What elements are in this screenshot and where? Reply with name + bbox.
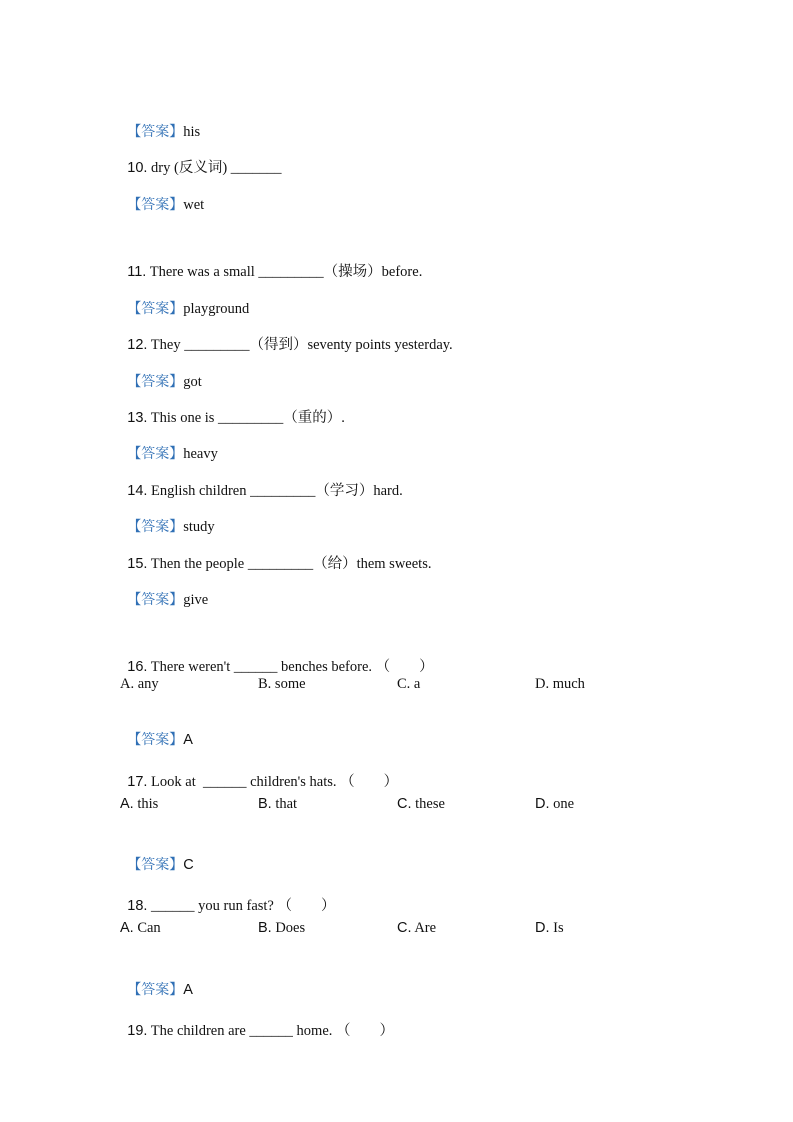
option-a [120,794,158,814]
option-letter: D. [535,920,550,936]
question-number: 11. [127,264,147,280]
option-d: D. much [535,676,585,692]
question-number: 17. [127,774,148,790]
answer-text: give [183,592,209,608]
question-line [120,461,403,501]
option-d [535,794,574,814]
answer-text: wet [183,197,205,213]
question-text: There weren't ______ benches before. （ ） [147,659,434,675]
question-line [120,637,434,677]
option-text: these [411,796,445,812]
answer-tag: 【答案】 [127,374,184,390]
answer-tag: 【答案】 [127,124,184,140]
question-line [120,138,282,178]
answer-tag: 【答案】 [127,446,184,462]
option-letter: C. [397,920,412,936]
answer-line [120,960,193,1000]
question-line [120,242,422,282]
option-text: one [549,796,575,812]
option-d [535,918,564,938]
option-c: C. a [397,676,421,692]
option-b [258,794,297,814]
question-number: 18. [127,898,148,914]
option-text: Can [133,920,161,936]
question-number: 19. [127,1023,148,1039]
option-text: Does [271,920,306,936]
answer-line [120,497,215,537]
answer-text: study [183,519,215,535]
question-line [120,388,345,428]
question-text: The children are ______ home. （ ） [147,1023,394,1039]
question-line [120,315,453,355]
option-b: B. some [258,676,306,692]
answer-line [120,424,218,464]
answer-line [120,102,200,142]
answer-text: got [183,374,202,390]
question-text: ______ you run fast? （ ） [147,898,336,914]
option-text: that [271,796,298,812]
question-text: Look at ______ children's hats. （ ） [147,774,399,790]
question-number: 16. [127,659,148,675]
answer-text: C [183,857,194,873]
option-letter: C. [397,796,412,812]
answer-text: A [183,732,193,748]
question-number: 12. [127,337,148,353]
answer-tag: 【答案】 [127,197,184,213]
answer-tag: 【答案】 [127,732,184,748]
answer-tag: 【答案】 [127,519,184,535]
answer-line [120,352,202,392]
option-text: Are [411,920,437,936]
answer-tag: 【答案】 [127,982,184,998]
question-number: 13. [127,410,148,426]
option-c [397,918,436,938]
question-text: Then the people _________（给）them sweets. [147,556,432,572]
question-line [120,1001,394,1041]
answer-text: A [183,982,193,998]
answer-line [120,570,208,610]
question-number: 10. [127,160,148,176]
option-letter: D. [535,796,550,812]
question-text: dry (反义词) _______ [147,160,282,176]
answer-line [120,710,193,750]
option-letter: B. [258,796,272,812]
answer-text: his [183,124,201,140]
option-text: Is [549,920,564,936]
question-text: English children _________（学习）hard. [147,483,403,499]
option-a: A. any [120,676,159,692]
question-line [120,876,336,916]
answer-line [120,279,249,319]
question-text: There was a small _________（操场）before. [146,264,423,280]
answer-line [120,175,204,215]
question-number: 15. [127,556,148,572]
answer-tag: 【答案】 [127,857,184,873]
question-text: They _________（得到）seventy points yesterday. [147,337,453,353]
option-c [397,794,445,814]
question-line [120,752,398,792]
option-letter: A. [120,920,134,936]
option-letter: A. [120,796,134,812]
answer-text: heavy [183,446,218,462]
option-letter: B. [258,920,272,936]
question-line [120,534,431,574]
option-b [258,918,305,938]
answer-tag: 【答案】 [127,592,184,608]
answer-line [120,835,194,875]
option-a [120,918,161,938]
answer-tag: 【答案】 [127,301,184,317]
option-text: this [133,796,159,812]
question-number: 14. [127,483,148,499]
answer-text: playground [183,301,250,317]
question-text: This one is _________（重的）. [147,410,345,426]
